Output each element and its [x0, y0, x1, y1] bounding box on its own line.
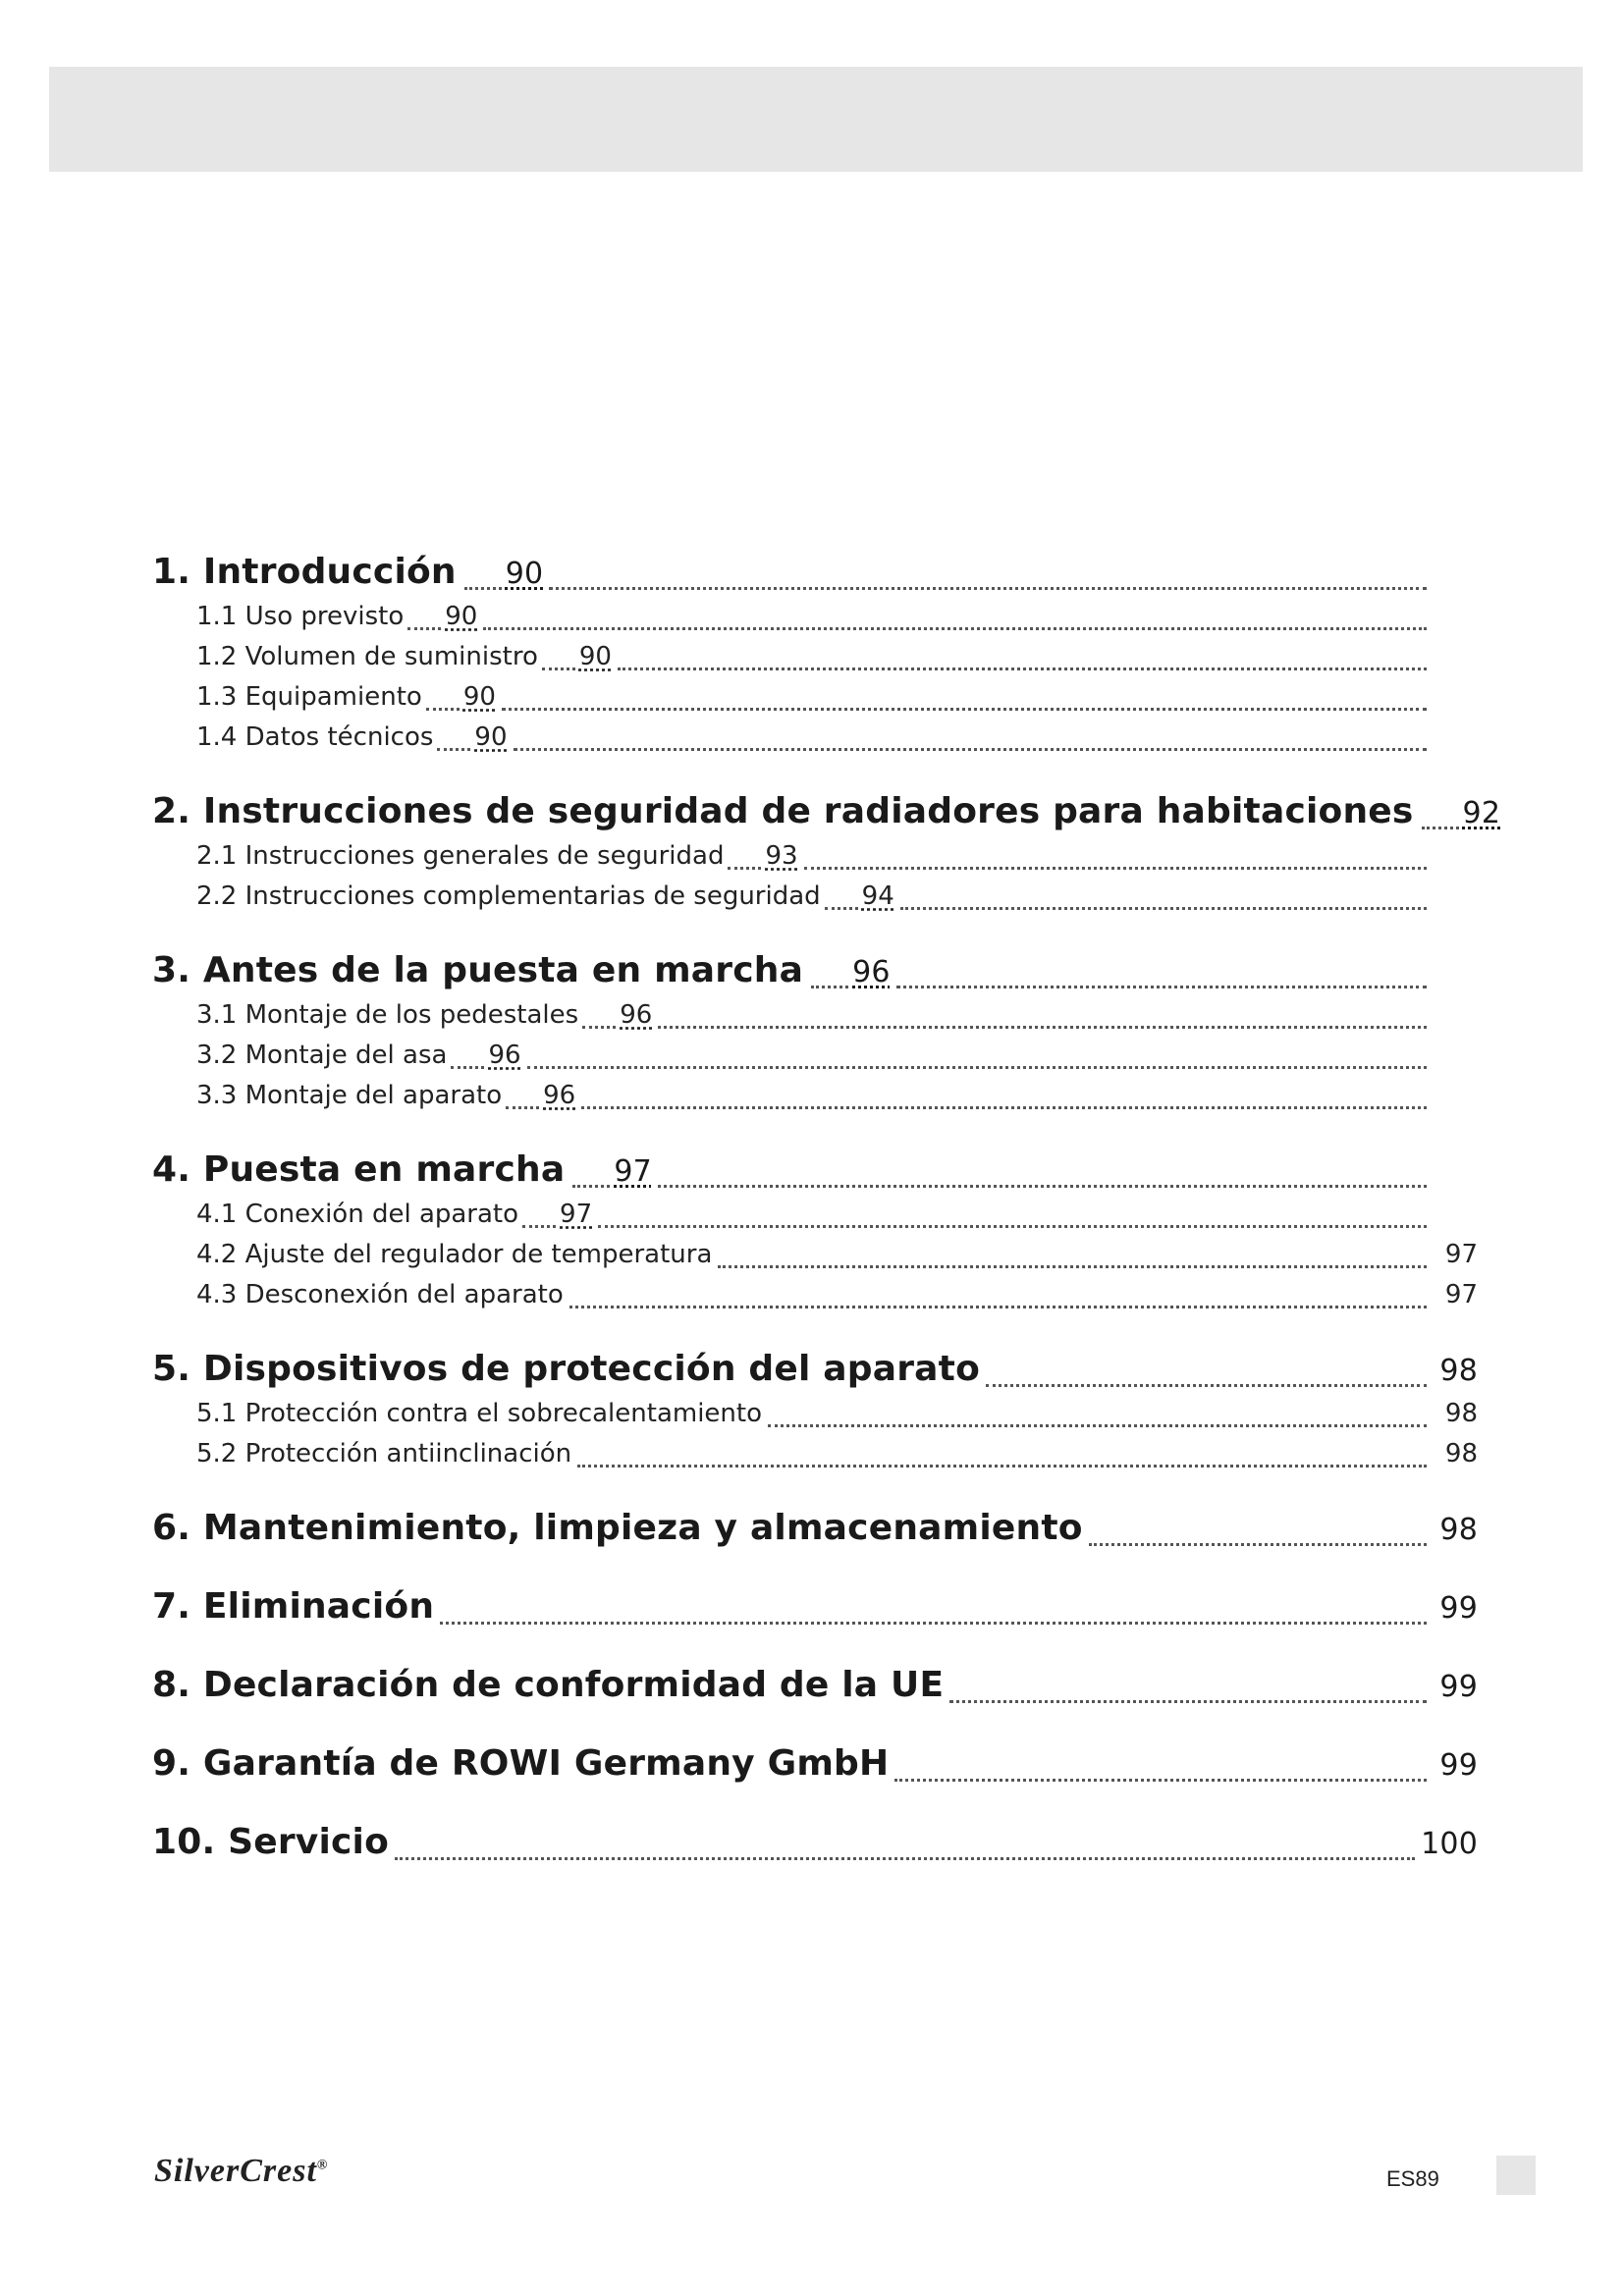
dot-leader: [514, 748, 1427, 751]
toc-entry-title: 1.3 Equipamiento: [196, 682, 422, 712]
toc-page-number: 96: [852, 955, 891, 989]
toc-subsection-entry[interactable]: [152, 637, 1478, 677]
dot-leader: [658, 1026, 1427, 1029]
toc-page-number: 98: [1444, 1399, 1478, 1428]
silvercrest-logo: SilverCrest®: [154, 2153, 329, 2189]
dot-leader: [658, 1185, 1427, 1188]
toc-section-entry[interactable]: [152, 946, 1478, 995]
toc-entry-title: 8. Declaración de conformidad de la UE: [152, 1665, 945, 1705]
dot-leader: [598, 1225, 1427, 1228]
toc-page-number: 98: [1439, 1513, 1478, 1547]
toc-entry-title: 5.2 Protección antiinclinación: [196, 1439, 572, 1468]
toc-section-entry[interactable]: [152, 1739, 1478, 1789]
toc-section: [152, 1661, 1478, 1710]
dot-leader: [522, 1225, 556, 1228]
toc-entry-title: 4. Puesta en marcha: [152, 1149, 566, 1190]
toc-page-number: 98: [1444, 1439, 1478, 1468]
toc-page-number: 96: [488, 1041, 521, 1070]
toc-section: [152, 1739, 1478, 1789]
toc-subsection-entry[interactable]: [152, 1394, 1478, 1434]
dot-leader: [464, 587, 502, 590]
toc-page-number: 98: [1439, 1354, 1478, 1388]
dot-leader: [896, 986, 1427, 988]
dot-leader: [1422, 827, 1459, 829]
toc-entry-title: 1.2 Volumen de suministro: [196, 642, 538, 671]
toc-section: [152, 1504, 1478, 1553]
toc-page-number: 99: [1439, 1591, 1478, 1626]
toc-subsection-entry[interactable]: [152, 1434, 1478, 1474]
dot-leader: [502, 708, 1427, 711]
toc-page-number: 96: [543, 1081, 576, 1110]
dot-leader: [811, 986, 848, 988]
dot-leader: [728, 867, 761, 870]
dot-leader: [506, 1106, 539, 1109]
brand-name: SilverCrest: [154, 2153, 317, 2189]
toc-subsection-entry[interactable]: [152, 995, 1478, 1036]
dot-leader: [483, 627, 1427, 630]
toc-subsection-entry[interactable]: [152, 836, 1478, 877]
toc-entry-title: 1.4 Datos técnicos: [196, 722, 434, 752]
dot-leader: [549, 587, 1427, 590]
dot-leader: [572, 1185, 610, 1188]
toc-section-entry[interactable]: [152, 1582, 1478, 1631]
dot-leader: [542, 667, 575, 670]
toc-section-entry[interactable]: [152, 787, 1501, 836]
toc-page-number: 94: [861, 881, 894, 911]
toc-page-number: 96: [620, 1000, 653, 1030]
toc-entry-title: 7. Eliminación: [152, 1586, 435, 1627]
toc-entry-title: 2. Instrucciones de seguridad de radiadores para habitaciones: [152, 791, 1414, 831]
toc-page-number: 97: [614, 1154, 652, 1189]
dot-leader: [894, 1779, 1427, 1782]
toc-section: [152, 1345, 1478, 1474]
dot-leader: [437, 748, 470, 751]
toc-section-entry[interactable]: [152, 548, 1478, 597]
dot-leader: [569, 1306, 1427, 1308]
toc-subsection-entry[interactable]: [152, 1076, 1478, 1116]
page-number: ES89: [1386, 2166, 1439, 2191]
dot-leader: [618, 667, 1427, 670]
page-marker-box: [1496, 2156, 1536, 2195]
dot-leader: [395, 1857, 1415, 1860]
toc-subsection-entry[interactable]: [152, 718, 1478, 758]
toc-subsection-entry[interactable]: [152, 877, 1478, 917]
toc-entry-title: 5.1 Protección contra el sobrecalentamiento: [196, 1399, 763, 1428]
toc-page-number: 90: [578, 642, 612, 671]
toc-entry-title: 4.3 Desconexión del aparato: [196, 1280, 564, 1309]
toc-page-number: 90: [462, 682, 496, 712]
toc-section: [152, 787, 1501, 917]
toc-page-number: 92: [1462, 796, 1501, 830]
toc-section-entry[interactable]: [152, 1818, 1478, 1867]
toc-entry-title: 3.1 Montaje de los pedestales: [196, 1000, 579, 1030]
toc-subsection-entry[interactable]: [152, 1275, 1478, 1315]
toc-entry-title: 5. Dispositivos de protección del aparato: [152, 1349, 981, 1389]
toc-page-number: 97: [560, 1200, 593, 1229]
toc-page-number: 90: [505, 557, 544, 591]
dot-leader: [949, 1700, 1427, 1703]
toc-page-number: 97: [1444, 1280, 1478, 1309]
toc-section: [152, 946, 1478, 1116]
toc-section: [152, 1146, 1478, 1315]
dot-leader: [440, 1622, 1427, 1625]
toc-entry-title: 10. Servicio: [152, 1822, 390, 1862]
dot-leader: [407, 627, 441, 630]
toc-entry-title: 1.1 Uso previsto: [196, 602, 405, 631]
header-bar: [49, 67, 1583, 172]
toc-subsection-entry[interactable]: [152, 1195, 1478, 1235]
toc-entry-title: 3.2 Montaje del asa: [196, 1041, 448, 1070]
toc-page-number: 99: [1439, 1670, 1478, 1704]
toc-page-number: 99: [1439, 1748, 1478, 1783]
dot-leader: [825, 907, 858, 910]
toc-section-entry[interactable]: [152, 1661, 1478, 1710]
toc-subsection-entry[interactable]: [152, 597, 1478, 637]
dot-leader: [577, 1465, 1427, 1468]
dot-leader: [718, 1265, 1427, 1268]
dot-leader: [527, 1066, 1427, 1069]
toc-section: [152, 548, 1478, 758]
dot-leader: [581, 1106, 1427, 1109]
toc-entry-title: 6. Mantenimiento, limpieza y almacenamiento: [152, 1508, 1083, 1548]
toc-section-entry[interactable]: [152, 1345, 1478, 1394]
toc-page-number: 100: [1421, 1827, 1478, 1861]
toc-entry-title: 3.3 Montaje del aparato: [196, 1081, 503, 1110]
toc-entry-title: 4.2 Ajuste del regulador de temperatura: [196, 1240, 713, 1269]
toc-subsection-entry[interactable]: [152, 1036, 1478, 1076]
toc-subsection-entry[interactable]: [152, 677, 1478, 718]
toc-section: [152, 1818, 1478, 1867]
toc-page-number: 97: [1444, 1240, 1478, 1269]
toc-entry-title: 9. Garantía de ROWI Germany GmbH: [152, 1743, 890, 1784]
dot-leader: [768, 1424, 1427, 1427]
toc-section-entry[interactable]: [152, 1146, 1478, 1195]
toc-entry-title: 2.2 Instrucciones complementarias de seguridad: [196, 881, 821, 911]
toc-entry-title: 1. Introducción: [152, 552, 457, 592]
toc-subsection-entry[interactable]: [152, 1235, 1478, 1275]
dot-leader: [986, 1384, 1427, 1387]
dot-leader: [900, 907, 1427, 910]
dot-leader: [426, 708, 460, 711]
toc-section: [152, 1582, 1478, 1631]
toc-entry-title: 4.1 Conexión del aparato: [196, 1200, 519, 1229]
toc-page-number: 90: [445, 602, 478, 631]
toc-entry-title: 2.1 Instrucciones generales de seguridad: [196, 841, 725, 871]
dot-leader: [804, 867, 1427, 870]
toc-page-number: 90: [474, 722, 508, 752]
toc-page-number: 93: [765, 841, 798, 871]
dot-leader: [451, 1066, 484, 1069]
dot-leader: [1089, 1543, 1427, 1546]
dot-leader: [582, 1026, 616, 1029]
table-of-contents: [152, 548, 1501, 1896]
toc-section-entry[interactable]: [152, 1504, 1478, 1553]
toc-entry-title: 3. Antes de la puesta en marcha: [152, 950, 804, 990]
